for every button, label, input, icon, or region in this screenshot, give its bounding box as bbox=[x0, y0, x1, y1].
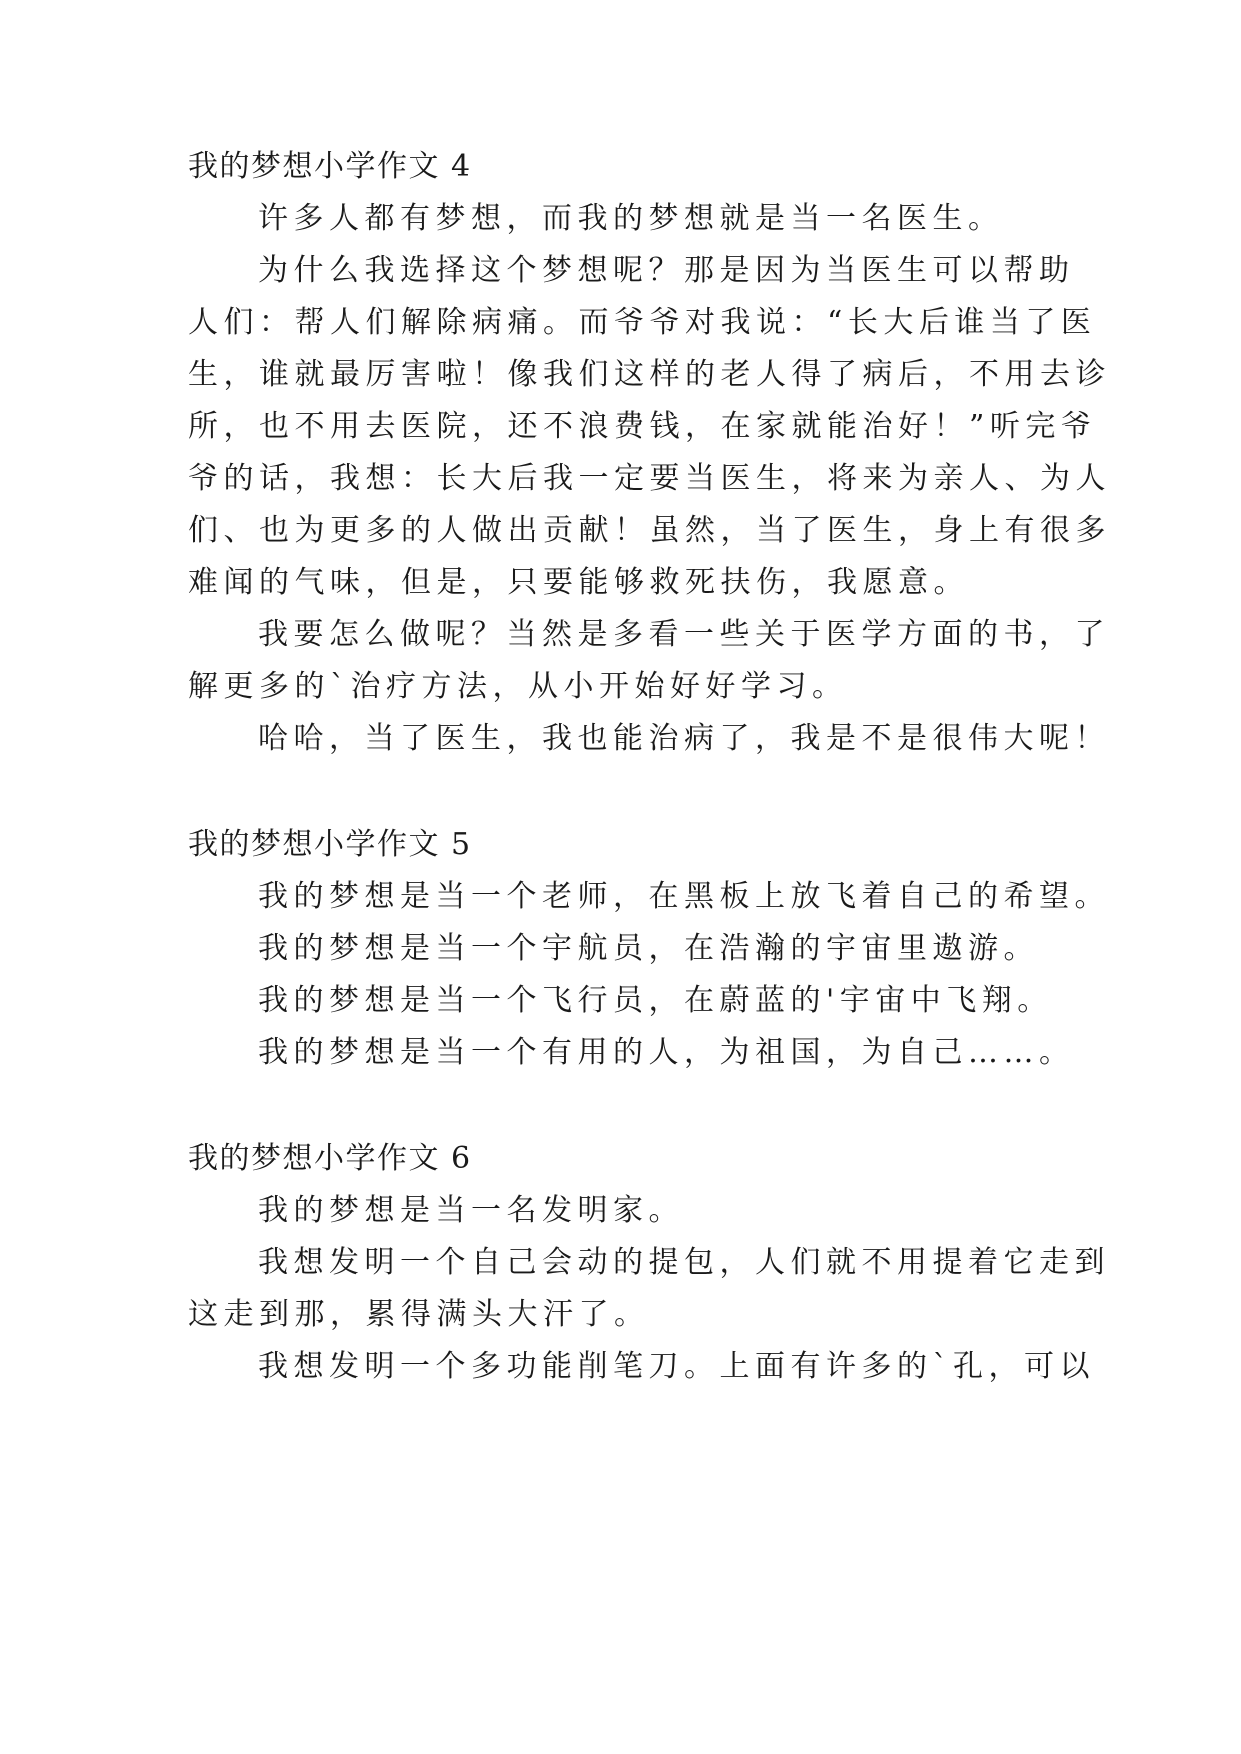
paragraph-line: 我的梦想是当一个宇航员，在浩瀚的宇宙里遨游。 bbox=[258, 931, 1039, 966]
paragraph-line: 许多人都有梦想，而我的梦想就是当一名医生。 bbox=[258, 201, 1004, 236]
paragraph-line: 所，也不用去医院，还不浪费钱，在家就能治好！”听完爷 bbox=[188, 409, 1097, 444]
paragraph-line: 我的梦想是当一个有用的人，为祖国，为自己……。 bbox=[258, 1035, 1075, 1070]
paragraph-line: 这走到那，累得满头大汗了。 bbox=[188, 1297, 650, 1332]
paragraph-line: 我的梦想是当一名发明家。 bbox=[258, 1193, 684, 1228]
paragraph-line: 哈哈，当了医生，我也能治病了，我是不是很伟大呢！ bbox=[258, 721, 1110, 756]
paragraph-line: 爷的话，我想：长大后我一定要当医生，将来为亲人、为人 bbox=[188, 461, 1111, 496]
section-title: 我的梦想小学作文 6 bbox=[188, 1141, 472, 1176]
paragraph-line: 们、也为更多的人做出贡献！虽然，当了医生，身上有很多 bbox=[188, 513, 1111, 548]
paragraph-line: 人们：帮人们解除病痛。而爷爷对我说：“长大后谁当了医 bbox=[188, 305, 1097, 340]
paragraph-line: 我想发明一个多功能削笔刀。上面有许多的`孔，可以 bbox=[258, 1349, 1095, 1384]
section-title: 我的梦想小学作文 5 bbox=[188, 827, 472, 862]
paragraph-line: 难闻的气味，但是，只要能够救死扶伤，我愿意。 bbox=[188, 565, 969, 600]
paragraph-line: 我要怎么做呢？当然是多看一些关于医学方面的书，了 bbox=[258, 617, 1110, 652]
paragraph-line: 我想发明一个自己会动的提包，人们就不用提着它走到 bbox=[258, 1245, 1110, 1280]
paragraph-line: 为什么我选择这个梦想呢？那是因为当医生可以帮助 bbox=[258, 253, 1075, 288]
paragraph-line: 我的梦想是当一个飞行员，在蔚蓝的'宇宙中飞翔。 bbox=[258, 983, 1053, 1018]
section-title: 我的梦想小学作文 4 bbox=[188, 149, 472, 184]
paragraph-line: 生，谁就最厉害啦！像我们这样的老人得了病后，不用去诊 bbox=[188, 357, 1111, 392]
paragraph-line: 我的梦想是当一个老师，在黑板上放飞着自己的希望。 bbox=[258, 879, 1110, 914]
paragraph-line: 解更多的`治疗方法，从小开始好好学习。 bbox=[188, 669, 848, 704]
